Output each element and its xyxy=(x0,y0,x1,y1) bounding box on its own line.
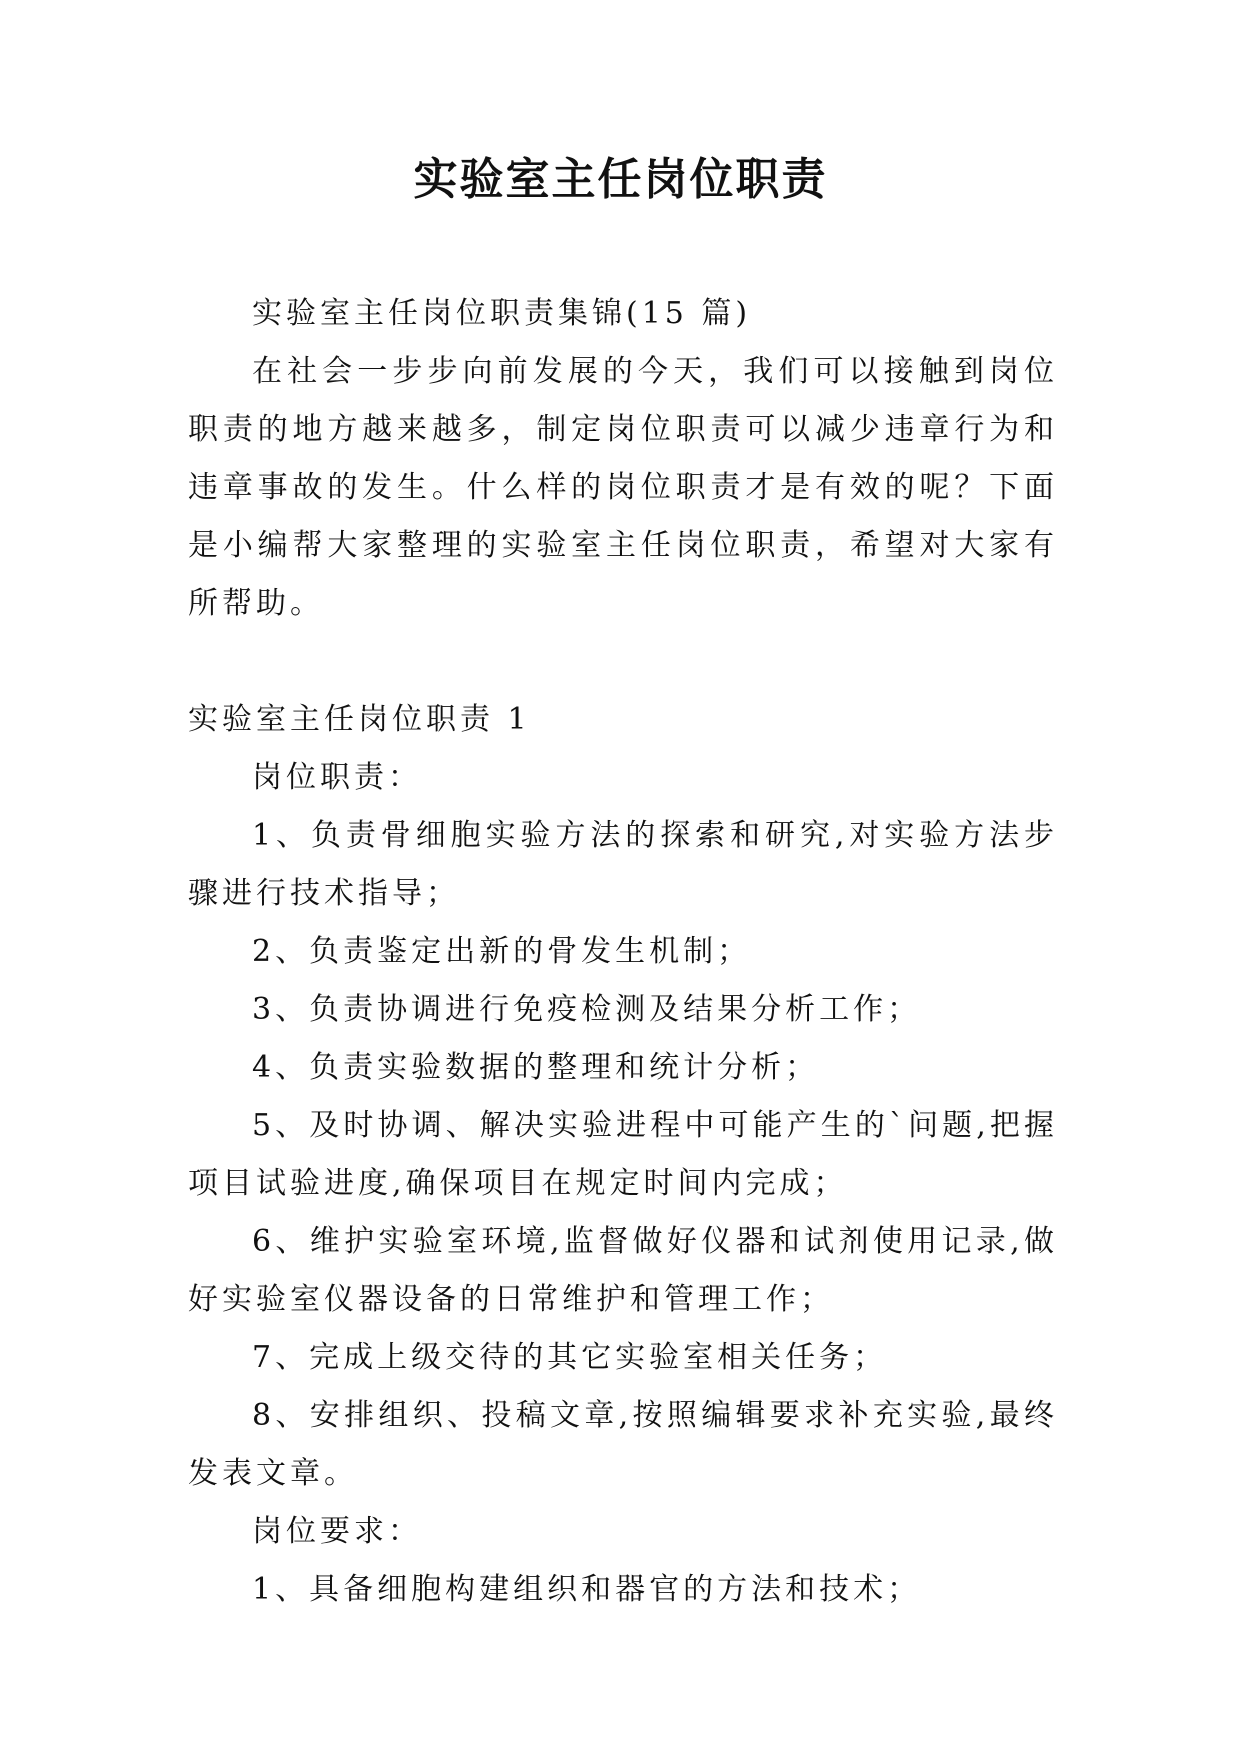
document-body xyxy=(188,285,1058,1619)
duty-item: 1、负责骨细胞实验方法的探索和研究,对实验方法步骤进行技术指导； xyxy=(188,818,1058,911)
duties-label: 岗位职责： xyxy=(252,760,422,795)
document-subtitle: 实验室主任岗位职责集锦(15 篇) xyxy=(252,296,752,331)
duty-item: 6、维护实验室环境,监督做好仪器和试剂使用记录,做好实验室仪器设备的日常维护和管理工作； xyxy=(188,1224,1058,1317)
duty-item: 3、负责协调进行免疫检测及结果分析工作； xyxy=(252,992,922,1027)
duty-item: 7、完成上级交待的其它实验室相关任务； xyxy=(252,1340,888,1375)
duty-item: 5、及时协调、解决实验进程中可能产生的`问题,把握项目试验进度,确保项目在规定时间内完成； xyxy=(188,1108,1058,1201)
page-title: 实验室主任岗位职责 xyxy=(413,154,828,205)
duty-item: 8、安排组织、投稿文章,按照编辑要求补充实验,最终发表文章。 xyxy=(188,1398,1058,1491)
duty-item: 4、负责实验数据的整理和统计分析； xyxy=(252,1050,820,1085)
requirements-label: 岗位要求： xyxy=(252,1514,422,1549)
intro-paragraph: 在社会一步步向前发展的今天，我们可以接触到岗位职责的地方越来越多，制定岗位职责可以减少违章行为和违章事故的发生。什么样的岗位职责才是有效的呢？下面是小编帮大家整理的实验室主任岗位职责，希望对大家有所帮助。 xyxy=(188,354,1058,621)
section-heading: 实验室主任岗位职责 1 xyxy=(188,702,531,737)
paragraph-gap xyxy=(188,633,1058,691)
requirement-item: 1、具备细胞构建组织和器官的方法和技术； xyxy=(252,1572,922,1607)
duty-item: 2、负责鉴定出新的骨发生机制； xyxy=(252,934,752,969)
